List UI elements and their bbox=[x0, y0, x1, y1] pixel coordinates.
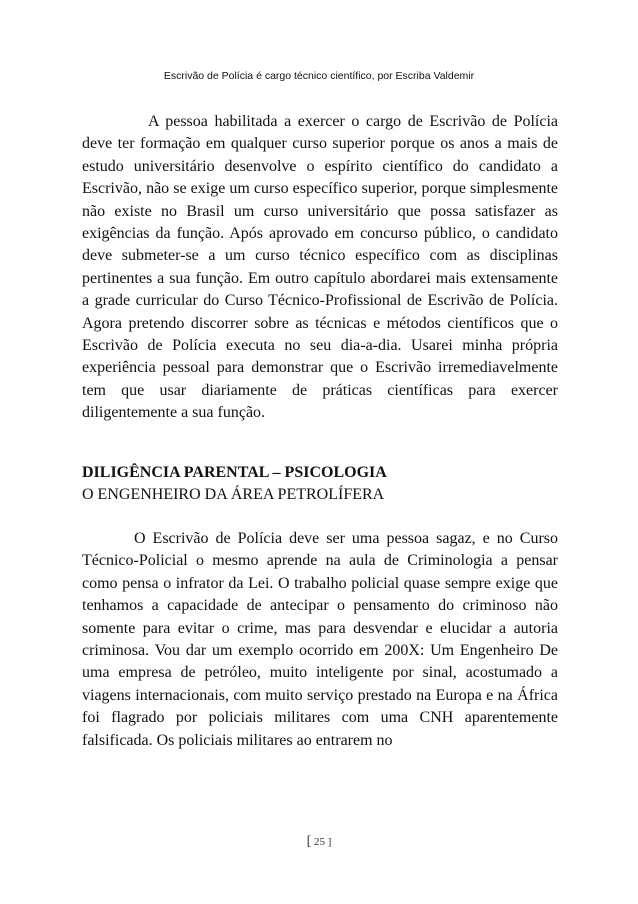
page-number-bracket-close: ] bbox=[327, 836, 332, 848]
body-paragraph-intro: A pessoa habilitada a exercer o cargo de Escrivão de Polícia deve ter formação em qualquer curso superior porque os anos a mais de estudo universitário desenvolve o espírito científico do candidato a Escrivão, não se exige um curso específico superior, porque simplesmente não existe no Brasil um curso universitário que possa satisfazer as exigências da função. Após aprovado em concurso público, o candidato deve submeter-se a um curso técnico específico com as disciplinas pertinentes a sua função. Em outro capítulo abordarei mais extensamente a grade curricular do Curso Técnico-Profissional de Escrivão de Polícia. Agora pretendo discorrer sobre as técnicas e métodos científicos que o Escrivão de Polícia executa no seu dia-a-dia. Usarei minha própria experiência pessoal para demonstrar que o Escrivão irremediavelmente tem que usar diariamente de práticas científicas para exercer diligentemente a sua função. bbox=[82, 113, 558, 422]
section-subheading: O ENGENHEIRO DA ÁREA PETROLÍFERA bbox=[82, 486, 385, 503]
section-heading: DILIGÊNCIA PARENTAL – PSICOLOGIA bbox=[82, 464, 387, 481]
body-paragraph-section: O Escrivão de Polícia deve ser uma pessoa sagaz, e no Curso Técnico-Policial o mesmo aprende na aula de Criminologia a pensar como pensa o infrator da Lei. O trabalho policial quase sempre exige que tenhamos a capacidade de antecipar o pensamento do criminoso não somente para evitar o crime, mas para desvendar e elucidar a autoria criminosa. Vou dar um exemplo ocorrido em 200X: Um Engenheiro De uma empresa de petróleo, muito inteligente por sinal, acostumado a viagens internacionais, com muito serviço prestado na Europa e na África foi flagrado por policiais militares com uma CNH aparentemente falsificada. Os policiais militares ao entrarem no bbox=[82, 530, 558, 749]
running-header: Escrivão de Polícia é cargo técnico científico, por Escriba Valdemir bbox=[163, 70, 475, 82]
page-number-bracket-open: [ bbox=[306, 834, 312, 849]
page-footer bbox=[0, 834, 638, 850]
page-number: 25 bbox=[314, 836, 325, 848]
